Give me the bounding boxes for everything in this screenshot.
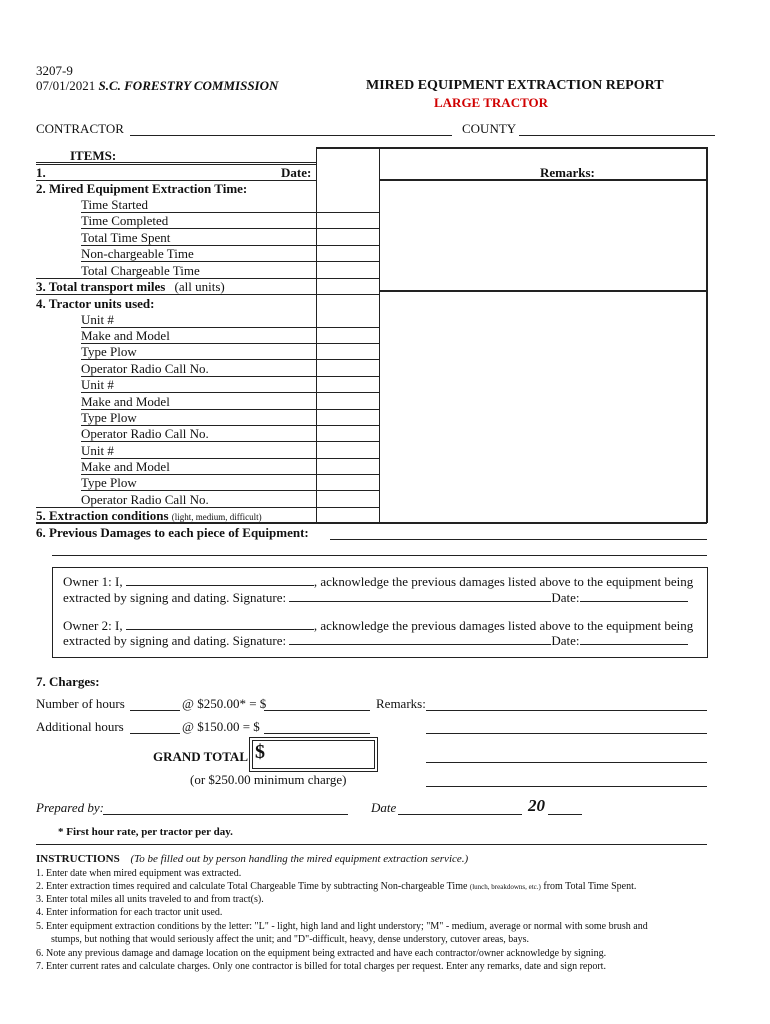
instruction-item: 2. Enter extraction times required and calculate Total Chargeable Time by subtracting Non-chargeable Time — [36, 881, 468, 892]
minimum-charge-note: (or $250.00 minimum charge) — [190, 772, 347, 787]
contractor-label: CONTRACTOR — [36, 121, 124, 136]
additional-rate: @ $150.00 = $ — [182, 719, 260, 734]
tractor-row-rule — [81, 376, 379, 377]
report-subtitle: LARGE TRACTOR — [434, 95, 549, 110]
item4-label: 4. Tractor units used: — [36, 296, 155, 311]
owner2-ack-text: , acknowledge the previous damages listed above to the equipment being — [313, 618, 694, 633]
time-row-rule — [81, 228, 379, 229]
grand-total-label: GRAND TOTAL — [153, 749, 248, 764]
owner1-date-label: Date: — [551, 590, 580, 605]
table-divider-left — [316, 147, 317, 523]
prepared-date-field[interactable] — [398, 814, 522, 815]
tractor-row-label: Make and Model — [81, 328, 170, 343]
instruction-item: 4. Enter information for each tractor unit used. — [36, 907, 223, 918]
owner1-name-field[interactable] — [126, 574, 314, 586]
item3-note: (all units) — [174, 279, 225, 294]
additional-amount-field[interactable] — [264, 733, 370, 734]
agency-name: S.C. FORESTRY COMMISSION — [98, 78, 279, 93]
time-row-label: Total Time Spent — [81, 230, 171, 245]
tractor-row-rule — [81, 392, 379, 393]
tractor-row-label: Type Plow — [81, 410, 137, 425]
charges-footnote: * First hour rate, per tractor per day. — [58, 826, 233, 838]
owner1-date-field[interactable] — [580, 590, 688, 602]
owner2-name-field[interactable] — [126, 618, 314, 630]
owner1-prefix: Owner 1: I, — [63, 574, 123, 589]
item5-label — [36, 509, 262, 524]
instruction-item: 6. Note any previous damage and damage location on the equipment being extracted and have each contractor/owner acknowledge by signing. — [36, 948, 607, 959]
instruction-item: 3. Enter total miles all units traveled to and from tract(s). — [36, 894, 264, 905]
owner2-signature-field[interactable] — [289, 633, 551, 645]
owner2-sig-label: extracted by signing and dating. Signature: — [63, 633, 287, 648]
table-top-rule — [316, 147, 707, 149]
owner1-ack-text: , acknowledge the previous damages listed above to the equipment being — [313, 574, 694, 589]
additional-hours-field[interactable] — [130, 733, 180, 734]
year-field[interactable] — [548, 814, 582, 815]
prepared-by-field[interactable] — [103, 814, 348, 815]
hours-amount-field[interactable] — [264, 710, 370, 711]
item2-label: 2. Mired Equipment Extraction Time: — [36, 181, 248, 196]
owner1-line1 — [63, 574, 693, 589]
owner2-prefix: Owner 2: I, — [63, 618, 123, 633]
date-label: Date: — [281, 165, 312, 180]
items-rule — [36, 162, 316, 163]
tractor-row-rule — [81, 441, 379, 442]
instruction-item: 5. Enter equipment extraction conditions by the letter: "L" - light, high land and light understory; "M" - medium, average or normal with some brush and — [36, 921, 648, 932]
owner1-signature-field[interactable] — [289, 590, 551, 602]
charges-remarks-field-3[interactable] — [426, 762, 707, 763]
tractor-row-label: Make and Model — [81, 394, 170, 409]
item3-label — [36, 280, 225, 294]
county-field[interactable] — [519, 135, 715, 136]
charges-remarks-label: Remarks: — [376, 696, 426, 711]
tractor-row-label: Unit # — [81, 377, 114, 392]
tractor-row-label: Operator Radio Call No. — [81, 361, 209, 376]
remarks-divider-2 — [379, 290, 706, 292]
charges-remarks-field-2[interactable] — [426, 733, 707, 734]
tractor-row-label: Operator Radio Call No. — [81, 426, 209, 441]
charges-remarks-field-1[interactable] — [426, 710, 707, 711]
item1-label: 1. — [36, 165, 46, 180]
instructions-title: INSTRUCTIONS — [36, 853, 120, 865]
tractor-row-label: Unit # — [81, 443, 114, 458]
instruction-item: 7. Enter current rates and calculate charges. Only one contractor is billed for total charges per request. Enter any remarks, date and sign report. — [36, 961, 606, 972]
time-row-label: Total Chargeable Time — [81, 263, 200, 278]
grand-total-box[interactable] — [249, 737, 378, 772]
item1-rule-top — [36, 164, 316, 165]
tractor-row-label: Make and Model — [81, 459, 170, 474]
hours-label: Number of hours — [36, 696, 125, 711]
instruction-item: stumps, but nothing that would seriously affect the unit; and "D"-difficult, heavy, dense understory, cutover areas, bays. — [36, 934, 530, 945]
tractor-row-label: Type Plow — [81, 475, 137, 490]
instructions-note: (To be filled out by person handling the mired equipment extraction service.) — [130, 853, 469, 865]
item3-text: 3. Total transport miles — [36, 279, 166, 294]
item5-text: 5. Extraction conditions — [36, 508, 169, 523]
additional-hours-label: Additional hours — [36, 719, 124, 734]
instruction-item-2 — [36, 880, 636, 894]
time-row-rule — [81, 261, 379, 262]
tractor-row-label: Type Plow — [81, 344, 137, 359]
owner1-line2 — [63, 590, 688, 605]
form-date-agency — [36, 78, 278, 94]
hours-rate: @ $250.00* = $ — [182, 696, 267, 711]
remarks-label: Remarks: — [540, 165, 595, 180]
tractor-row-label: Operator Radio Call No. — [81, 492, 209, 507]
time-row-label: Non-chargeable Time — [81, 246, 194, 261]
instruction-item-2-tail: from Total Time Spent. — [543, 881, 637, 892]
prepared-by-label: Prepared by: — [36, 800, 104, 815]
contractor-field[interactable] — [130, 135, 452, 136]
owner2-line2 — [63, 633, 688, 648]
instructions-rule — [36, 844, 707, 845]
time-row-label: Time Completed — [81, 213, 169, 228]
owner1-sig-label: extracted by signing and dating. Signature: — [63, 590, 287, 605]
instruction-item-2-small: (lunch, breakdowns, etc.) — [469, 883, 541, 891]
tractor-row-label: Unit # — [81, 312, 114, 327]
charges-remarks-field-4[interactable] — [426, 786, 707, 787]
damages-field-1[interactable] — [330, 539, 707, 540]
item5-note: (light, medium, difficult) — [171, 512, 262, 522]
charges-heading: 7. Charges: — [36, 674, 100, 689]
prepared-date-label: Date — [371, 800, 397, 815]
table-right-edge — [706, 147, 708, 523]
time-row-label: Time Started — [81, 197, 149, 212]
item6-label: 6. Previous Damages to each piece of Equipment: — [36, 525, 309, 540]
damages-field-2[interactable] — [52, 555, 707, 556]
tractor-row-rule — [81, 490, 379, 491]
year-prefix: 20 — [528, 796, 545, 815]
form-date: 07/01/2021 — [36, 78, 96, 93]
form-number: 3207-9 — [36, 63, 73, 78]
county-label: COUNTY — [462, 121, 517, 136]
tractor-row-rule — [81, 359, 379, 360]
owner2-date-field[interactable] — [580, 633, 688, 645]
items-label: ITEMS: — [70, 148, 117, 163]
instructions-heading — [36, 853, 468, 866]
instruction-item: 1. Enter date when mired equipment was extracted. — [36, 868, 242, 879]
report-title: MIRED EQUIPMENT EXTRACTION REPORT — [366, 78, 664, 93]
owner2-date-label: Date: — [551, 633, 580, 648]
table-divider-mid — [379, 147, 380, 523]
hours-field[interactable] — [130, 710, 180, 711]
owner2-line1 — [63, 618, 693, 633]
grand-total-dollar: $ — [255, 741, 265, 763]
item3-rule — [36, 294, 379, 295]
